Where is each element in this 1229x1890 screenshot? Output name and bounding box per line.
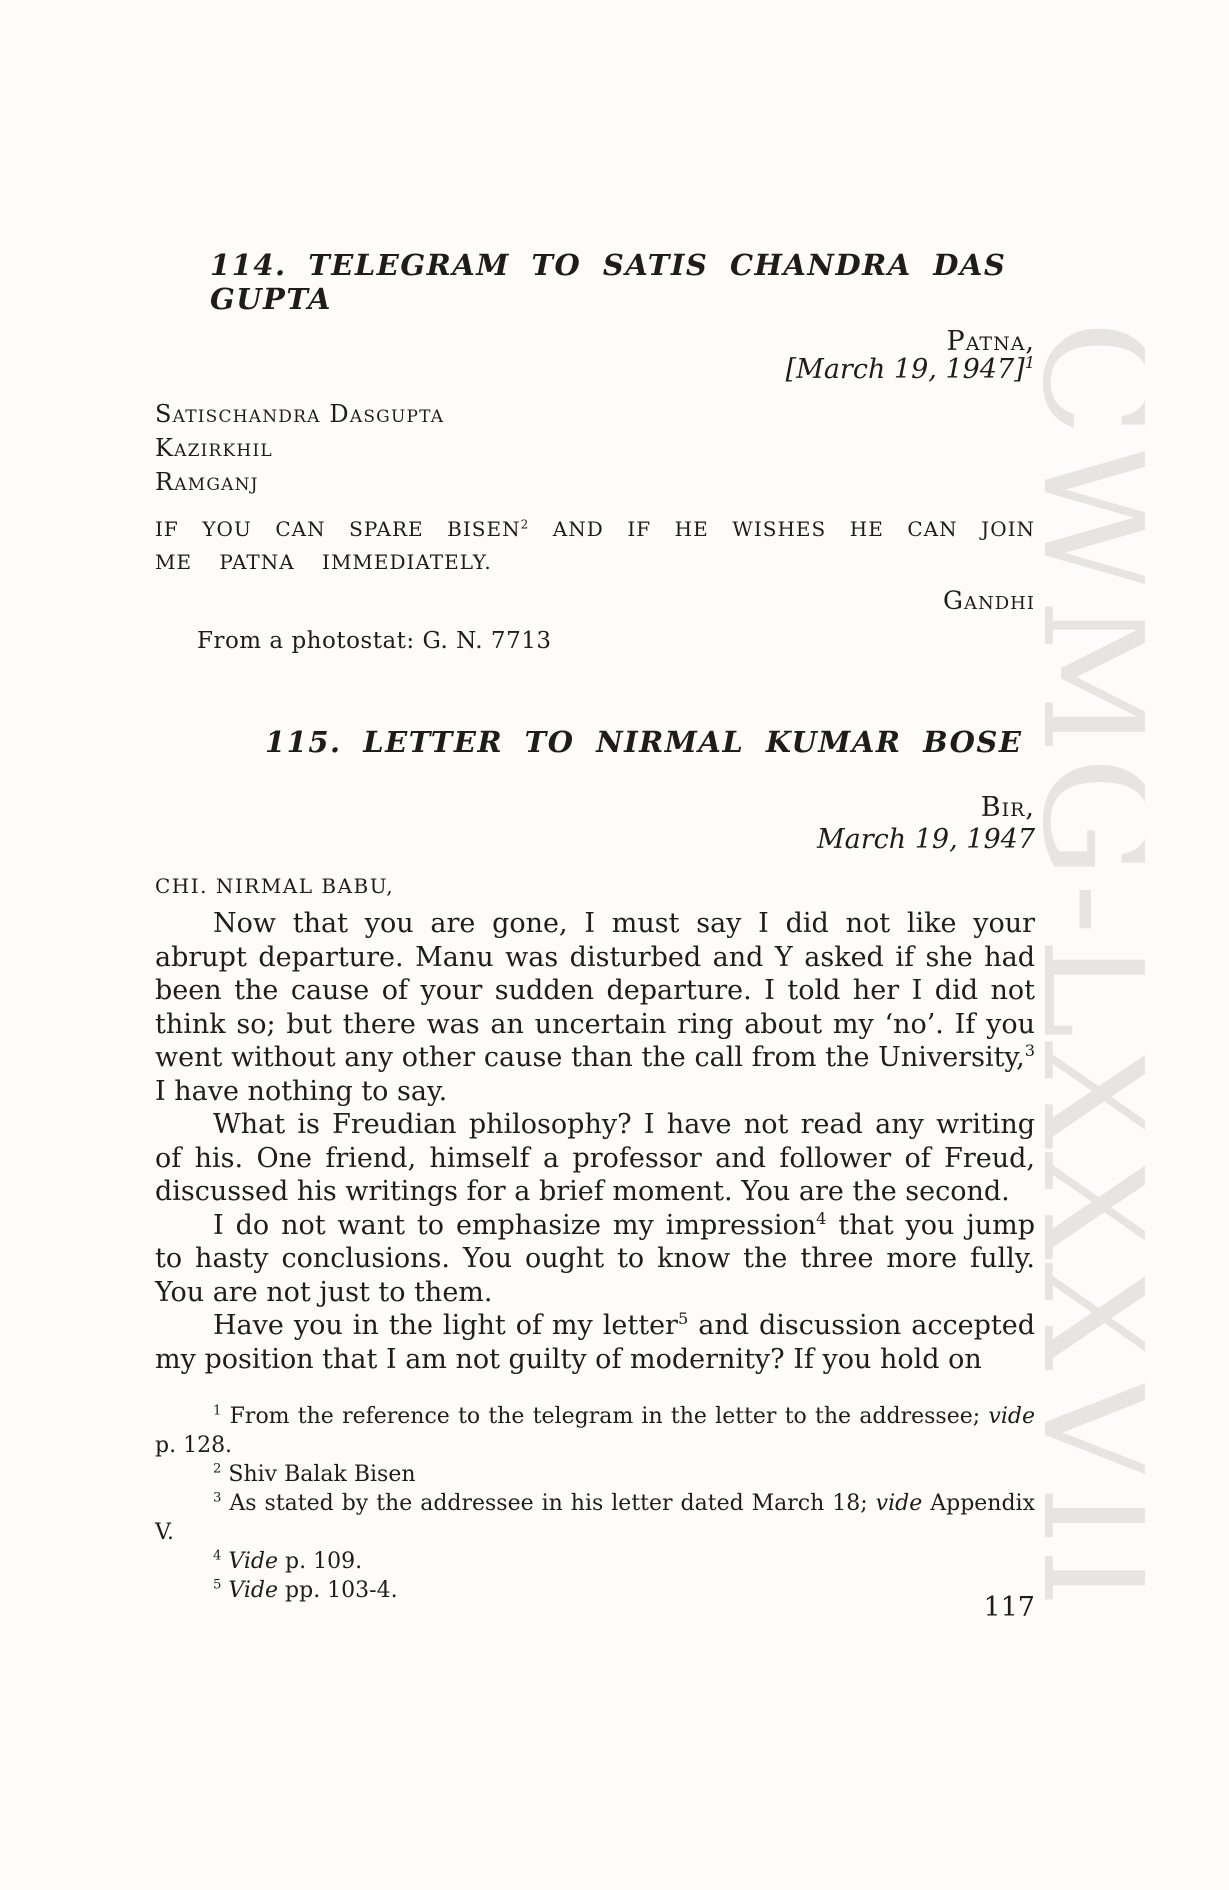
telegram-date-text: [March 19, 1947] [785,354,1025,385]
footnote-italic: vide [988,1404,1035,1429]
telegram-text-line-1 [155,517,1035,541]
heading-telegram: 114. TELEGRAM TO SATIS CHANDRA DAS GUPTA [210,248,1007,316]
addressee-line-1: Satischandra Dasgupta [155,400,445,428]
footnote-ref-4: 4 [816,1208,827,1228]
page-number: 117 [983,1592,1035,1623]
footnote-text: As stated by the addressee in his letter dated March 18; [229,1491,876,1516]
footnote-tail: Appendix V. [155,1491,1035,1545]
telegram-place: Patna, [946,326,1035,357]
paragraph-3-text-b: that you jump to hasty conclusions. You ought to know the three more fully. You are not just to them. [155,1209,1035,1308]
footnote-number: 2 [213,1461,222,1477]
paragraph-2: What is Freudian philosophy? I have not read any writing of his. One friend, himself a professor and follower of Freud, discussed his writings for a brief moment. You are the second. [155,1109,1035,1207]
telegram-text-line-2: ME PATNA IMMEDIATELY. [155,550,492,574]
footnote-ref-3: 3 [1024,1041,1035,1060]
footnote-number: 4 [213,1548,222,1564]
footnote-tail: pp. 103-4. [278,1578,398,1603]
footnote-italic: vide [875,1491,923,1516]
footnote-3 [155,1489,1035,1547]
footnote-1 [155,1402,1035,1460]
footnote-number: 1 [213,1403,222,1419]
paragraph-1 [155,907,1035,1108]
telegram-text-part-a: IF YOU CAN SPARE BISEN [155,517,521,541]
letter-body [155,907,1035,1376]
paragraph-4-text-b: and discussion accepted my position that I am not guilty of modernity? If you hold on [155,1310,1035,1375]
footnote-2 [155,1460,1035,1489]
paragraph-4-text-a: Have you in the light of my letter [213,1310,678,1341]
paragraph-1-text-a: Now that you are gone, I must say I did not like your abrupt departure. Manu was disturbed and Y asked if she had been the cause of your sudden departure. I told her I did not think so; but there was an uncertain ring about my ‘no’. If you went without any other cause than the call from the University, [155,908,1035,1073]
footnote-4 [155,1547,1035,1576]
footnote-ref-5: 5 [677,1309,689,1328]
heading-letter: 115. LETTER TO NIRMAL KUMAR BOSE [265,725,1023,759]
footnote-number: 5 [213,1577,222,1593]
footnotes [155,1402,1035,1605]
paragraph-3-text-a: I do not want to emphasize my impression [213,1209,817,1241]
telegram-signature: Gandhi [943,586,1035,615]
telegram-date [786,354,1035,385]
paragraph-3 [155,1209,1035,1310]
addressee-line-3: Ramganj [155,468,259,496]
footnote-tail: p. 128. [155,1433,233,1458]
telegram-text-part-b: AND IF HE WISHES HE CAN JOIN [529,517,1035,541]
paragraph-1-text-b: I have nothing to say. [155,1075,448,1107]
footnote-5 [155,1576,1035,1605]
letter-place: Bir, [980,792,1035,823]
telegram-source: From a photostat: G. N. 7713 [197,628,552,654]
footnote-text: Shiv Balak Bisen [228,1462,416,1487]
footnote-ref-1: 1 [1024,353,1035,372]
footnote-tail: p. 109. [278,1549,363,1574]
footnote-italic: Vide [228,1549,279,1574]
footnote-number: 3 [213,1490,222,1506]
footnote-ref-2: 2 [520,517,530,532]
paragraph-4 [155,1309,1035,1376]
footnote-italic: Vide [228,1578,279,1603]
letter-salutation: CHI. NIRMAL BABU, [155,874,395,898]
footnote-text: From the reference to the telegram in the letter to the addressee; [229,1404,989,1429]
watermark-text: CWMG-LXXXVII [1009,320,1145,1587]
addressee-line-2: Kazirkhil [155,434,273,462]
letter-date: March 19, 1947 [817,824,1035,855]
